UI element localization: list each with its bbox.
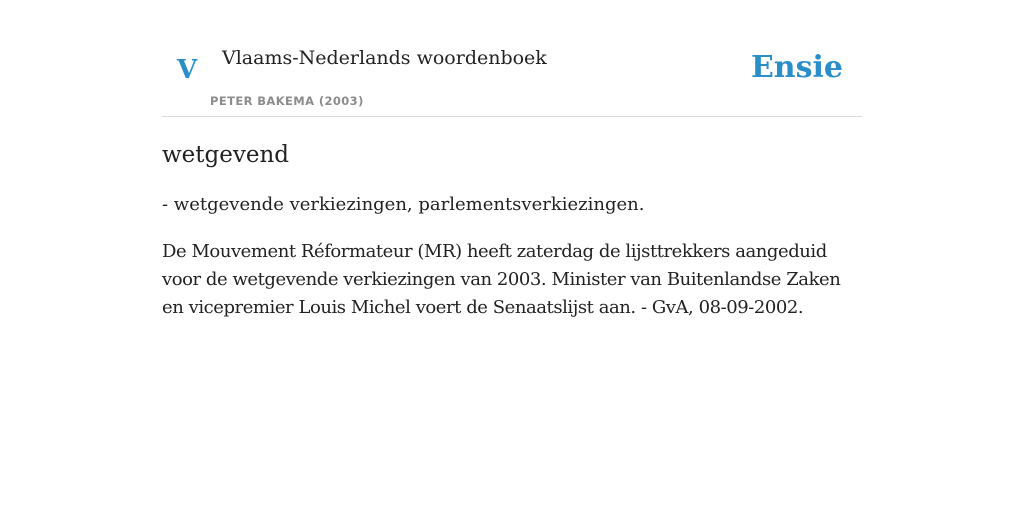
dictionary-author: PETER BAKEMA (2003) (210, 94, 364, 108)
page (162, 0, 862, 322)
definition: - wetgevende verkiezingen, parlementsverkiezingen. (162, 194, 645, 215)
dictionary-header (162, 0, 862, 117)
dictionary-title[interactable]: Vlaams-Nederlands woordenboek (222, 47, 547, 69)
headword: wetgevend (162, 142, 290, 168)
example-quote: De Mouvement Réformateur (MR) heeft zaterdag de lijsttrekkers aangeduid voor de wetgevende verkiezingen van 2003. Minister van Buitenlandse Zaken en vicepremier Louis Michel voert de Senaatslijst aan. - GvA, 08-09-2002. (162, 241, 841, 318)
dictionary-logo[interactable]: V (177, 55, 198, 85)
ensie-logo[interactable]: Ensie (750, 50, 843, 85)
